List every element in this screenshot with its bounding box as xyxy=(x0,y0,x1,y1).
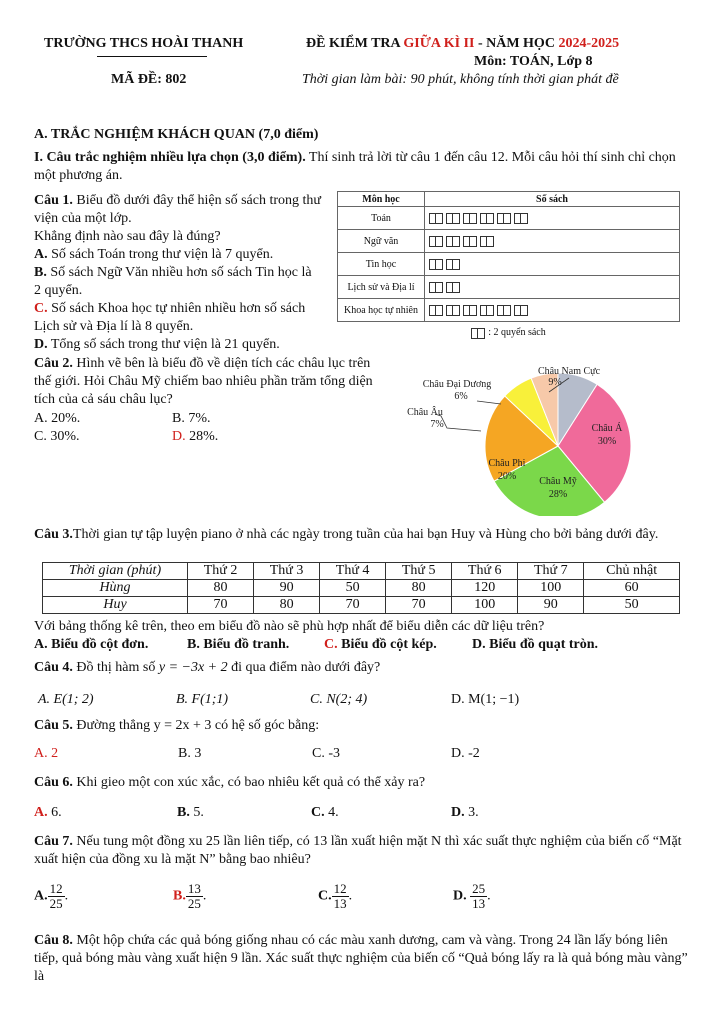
q3-option-c: C. Biểu đồ cột kép. xyxy=(324,637,437,652)
label-america-pct: 28% xyxy=(548,489,568,500)
table-header-subject: Môn học xyxy=(338,192,425,207)
label-asia-pct: 30% xyxy=(597,436,617,447)
q2-option-c: C. 30%. xyxy=(34,429,80,444)
header-underline xyxy=(97,56,207,57)
q7-question: Câu 7. Nếu tung một đồng xu 25 lần liên tiếp, có 13 lần xuất hiện mặt N thì xác suất thực nghiệm của biến cố “Mặt xuất hiện của đồng xu là mặt N” bằng bao nhiêu? xyxy=(34,834,682,867)
q5-option-b: B. 3 xyxy=(178,746,202,761)
q2-block: Câu 2. Hình vẽ bên là biểu đồ về diện tích các châu lục trên thế giới. Hỏi Châu Mỹ chiếm bao nhiêu phần trăm tổng diện tích của cả sáu châu lục? xyxy=(34,356,373,407)
book-icon xyxy=(514,305,528,316)
q5-question: Câu 5. Đường thẳng y = 2x + 3 có hệ số góc bằng: xyxy=(34,718,320,733)
q2-option-b: B. 7%. xyxy=(172,411,211,426)
book-icon xyxy=(429,282,443,293)
q7-option-a: A. $\frac{12}{25}$ . xyxy=(34,881,69,911)
book-icon xyxy=(446,282,460,293)
book-icon xyxy=(446,236,460,247)
label-africa-pct: 20% xyxy=(497,471,517,482)
q8-question: Câu 8. Một hộp chứa các quả bóng giống nhau có các màu xanh dương, cam và vàng. Trong 24 lần lấy bóng liên tiếp, quả bóng màu vàng xuất hiện 9 lần. Xác suất thực nghiệm của biến cố “Quả bóng lấy ra là quả bóng màu vàng” là xyxy=(34,933,688,984)
book-icon xyxy=(497,305,511,316)
q3-intro: Câu 3.Thời gian tự tập luyện piano ở nhà các ngày trong tuần của hai bạn Huy và Hùng cho bởi bảng dưới đây. xyxy=(34,527,659,542)
book-icon xyxy=(463,305,477,316)
book-icon xyxy=(480,213,494,224)
exam-code: MÃ ĐỀ: 802 xyxy=(111,72,187,87)
label-africa: Châu Phi xyxy=(488,458,526,469)
q6-option-b: B. 5. xyxy=(177,805,204,820)
q4-option-b: B. F(1;1) xyxy=(176,692,229,707)
book-icon xyxy=(463,236,477,247)
book-icon xyxy=(480,305,494,316)
q6-question: Câu 6. Khi gieo một con xúc xắc, có bao nhiêu kết quả có thể xảy ra? xyxy=(34,775,426,790)
table-row: Hùng 80 90 50 80 120 100 60 xyxy=(43,580,680,597)
exam-time: Thời gian làm bài: 90 phút, không tính thời gian phát đề xyxy=(302,72,619,87)
book-icon xyxy=(463,213,477,224)
table-header-cell: Thứ 4 xyxy=(320,563,386,580)
book-icon xyxy=(471,328,485,339)
school-name: TRƯỜNG THCS HOÀI THANH xyxy=(44,36,244,51)
q3-option-d: D. Biểu đồ quạt tròn. xyxy=(472,637,599,652)
continent-pie-chart xyxy=(395,358,715,516)
table-header-cell: Thứ 3 xyxy=(254,563,320,580)
q3-after: Với bảng thống kê trên, theo em biểu đồ nào sẽ phù hợp nhất để biểu diễn các dữ liệu trên? xyxy=(34,619,545,634)
q5-option-d: D. -2 xyxy=(451,746,480,761)
book-icon xyxy=(497,213,511,224)
book-icon xyxy=(429,213,443,224)
subject-cell: Toán xyxy=(338,207,425,230)
book-icon xyxy=(429,259,443,270)
table-header-cell: Thứ 7 xyxy=(518,563,584,580)
table-header-cell: Thời gian (phút) xyxy=(43,563,188,580)
icon-cell xyxy=(425,299,680,322)
label-europe: Châu Âu xyxy=(407,407,443,418)
q7-option-b: B. $\frac{13}{25}$ . xyxy=(173,881,207,911)
oceania-leader xyxy=(477,401,501,404)
q3-option-b: B. Biểu đồ tranh. xyxy=(187,637,290,652)
table-header-books: Số sách xyxy=(425,192,680,207)
q6-option-a: A. 6. xyxy=(34,805,62,820)
icon-cell xyxy=(425,276,680,299)
subject-cell: Ngữ văn xyxy=(338,230,425,253)
subject-line: Môn: TOÁN, Lớp 8 xyxy=(474,54,593,69)
label-oceania: Châu Đại Dương xyxy=(422,379,492,390)
q5-option-c: C. -3 xyxy=(312,746,340,761)
label-america: Châu Mỹ xyxy=(539,476,577,487)
q6-option-c: C. 4. xyxy=(311,805,339,820)
q4-option-d: D. M(1; −1) xyxy=(451,692,520,707)
icon-cell xyxy=(425,253,680,276)
book-icon xyxy=(514,213,528,224)
table-header-cell: Thứ 5 xyxy=(386,563,452,580)
book-icon xyxy=(429,305,443,316)
book-icon xyxy=(480,236,494,247)
q7-option-c: C. $\frac{12}{13}$ . xyxy=(318,881,353,911)
q1-block: Câu 1. Biểu đồ dưới đây thể hiện số sách trong thư viện của một lớp. Khẳng định nào sau đây là đúng? A. Số sách Toán trong thư viện là 7 quyển. B. Số sách Ngữ Văn nhiều hơn số sách Tin học là 2 quyển. C. Số sách Khoa học tự nhiên nhiều hơn số sách Lịch sử và Địa lí là 8 quyển. D. Tổng số sách trong thư viện là 21 quyển. xyxy=(34,193,322,352)
q4-option-a: A. E(1; 2) xyxy=(38,692,94,707)
subject-cell: Khoa học tự nhiên xyxy=(338,299,425,322)
practice-time-table xyxy=(42,562,680,614)
q6-option-d: D. 3. xyxy=(451,805,479,820)
q7-option-d: D. $\frac{25}{13}$ . xyxy=(453,881,491,911)
q2-option-a: A. 20%. xyxy=(34,411,81,426)
table-header-cell: Thứ 2 xyxy=(188,563,254,580)
legend-cell: : 2 quyển sách xyxy=(338,322,680,345)
label-asia: Châu Á xyxy=(591,423,623,434)
book-icon xyxy=(429,236,443,247)
icon-cell xyxy=(425,207,680,230)
label-oceania-pct: 6% xyxy=(454,391,468,402)
table-header-cell: Chủ nhật xyxy=(584,563,680,580)
q4-question: Câu 4. Đồ thị hàm số y = −3x + 2 đi qua điểm nào dưới đây? xyxy=(34,660,381,675)
subject-cell: Tin học xyxy=(338,253,425,276)
book-icon xyxy=(446,305,460,316)
label-antarctica: Châu Nam Cực xyxy=(537,366,601,377)
q2-option-d: D. 28%. xyxy=(172,429,219,444)
book-icon xyxy=(446,259,460,270)
exam-title: ĐỀ KIỂM TRA GIỮA KÌ II - NĂM HỌC 2024-2025 xyxy=(306,36,620,51)
q4-option-c: C. N(2; 4) xyxy=(310,692,368,707)
label-antarctica-pct: 9% xyxy=(548,377,562,388)
icon-cell xyxy=(425,230,680,253)
table-header-cell: Thứ 6 xyxy=(452,563,518,580)
part1-intro: I. Câu trắc nghiệm nhiều lựa chọn (3,0 điểm). Thí sinh trả lời từ câu 1 đến câu 12. Mỗi câu hỏi thí sinh chỉ chọn một phương án. xyxy=(34,150,676,183)
q5-option-a: A. 2 xyxy=(34,746,59,761)
table-row: Huy 70 80 70 70 100 90 50 xyxy=(43,597,680,614)
q3-option-a: A. Biểu đồ cột đơn. xyxy=(34,637,149,652)
book-icon xyxy=(446,213,460,224)
section-a-title: A. TRẮC NGHIỆM KHÁCH QUAN (7,0 điểm) xyxy=(34,127,319,142)
subject-cell: Lịch sử và Địa lí xyxy=(338,276,425,299)
label-europe-pct: 7% xyxy=(430,419,444,430)
book-pictogram-table xyxy=(337,191,680,344)
